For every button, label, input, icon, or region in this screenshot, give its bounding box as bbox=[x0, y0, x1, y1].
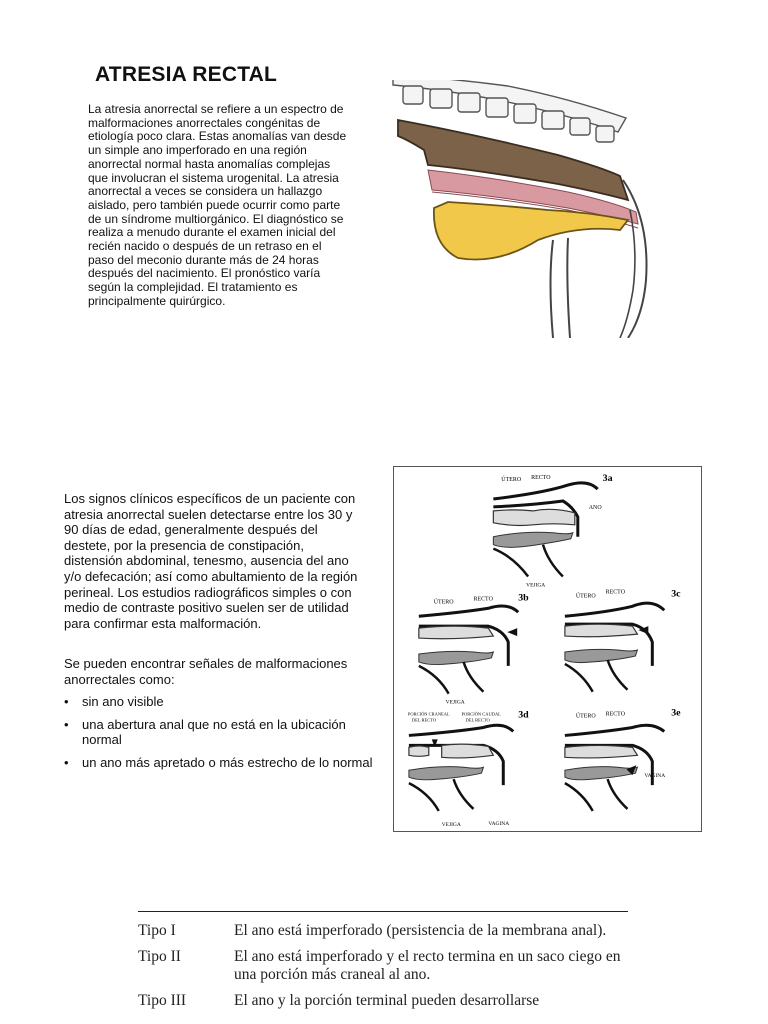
label-porcion-craneal-2: DEL RECTO bbox=[411, 717, 437, 723]
table-row bbox=[138, 948, 628, 984]
label-vejiga: VEJIGA bbox=[445, 699, 465, 706]
clinical-signs-paragraph: Los signos clínicos específicos de un paciente con atresia anorrectal suelen detectarse entre los 30 y 90 días de edad, generalmente después del destete, por la presencia de constipación, distensión abdominal, tenesmo, ausencia del ano y/o defecación; así como abultamiento de la región perineal. Los estudios radiográficos simples o con medio de contraste positivo suelen ser de utilidad para confirmar esta malformación. bbox=[64, 491, 358, 631]
panel-3c bbox=[565, 588, 681, 691]
panel-3d bbox=[408, 710, 529, 828]
label-utero: ÚTERO bbox=[433, 599, 454, 606]
label-vagina: VAGINA bbox=[644, 773, 666, 780]
label-recto: RECTO bbox=[473, 596, 493, 603]
signs-list bbox=[64, 694, 374, 777]
panel-number: 3c bbox=[671, 588, 681, 600]
anatomy-illustration bbox=[388, 80, 668, 338]
intro-paragraph: La atresia anorrectal se refiere a un espectro de malformaciones anorrectales congénitas de etiología poco clara. Estas anomalías van desde un simple ano imperforado en una región anorrectal normal hasta anomalías complejas que involucran el sistema urogenital. La atresia anorrectal a veces se considera un hallazgo aislado, pero también puede ocurrir como parte de un síndrome multiorgánico. El diagnóstico se realiza a menudo durante el examen inicial del recién nacido o después de un retraso en el paso del meconio durante más de 24 horas después del nacimiento. El pronóstico varía según la complejidad. El tratamiento es principalmente quirúrgico. bbox=[88, 102, 347, 308]
panel-3e bbox=[565, 708, 681, 811]
page-title: ATRESIA RECTAL bbox=[95, 63, 278, 86]
label-utero: ÚTERO bbox=[575, 713, 596, 720]
malformation-types-figure bbox=[393, 466, 702, 832]
list-item: • sin ano visible bbox=[64, 694, 374, 710]
label-recto: RECTO bbox=[531, 475, 551, 482]
label-utero: ÚTERO bbox=[575, 593, 596, 600]
label-utero: ÚTERO bbox=[501, 477, 522, 484]
signs-intro-paragraph: Se pueden encontrar señales de malformaciones anorrectales como: bbox=[64, 656, 348, 687]
panel-number: 3d bbox=[518, 709, 529, 721]
type-description: El ano y la porción terminal pueden desarrollarse bbox=[234, 992, 540, 1009]
type-label: Tipo III bbox=[138, 992, 187, 1009]
table-row bbox=[138, 922, 628, 940]
panel-number: 3e bbox=[671, 707, 681, 719]
panel-3b bbox=[419, 592, 529, 705]
label-recto: RECTO bbox=[605, 589, 626, 596]
label-porcion-caudal: PORCIÓN CAUDAL bbox=[461, 711, 501, 717]
label-porcion-craneal: PORCIÓN CRANEAL bbox=[407, 711, 450, 717]
label-vagina: VAGINA bbox=[488, 820, 510, 827]
list-item: • un ano más apretado o más estrecho de lo normal bbox=[64, 755, 374, 771]
label-vejiga: VEJIGA bbox=[441, 821, 461, 828]
panel-number: 3a bbox=[602, 473, 613, 485]
panel-number: 3b bbox=[518, 592, 529, 604]
type-description: El ano está imperforado y el recto termina en un saco ciego en una porción más craneal al ano. bbox=[234, 948, 621, 983]
label-porcion-caudal-2: DEL RECTO bbox=[465, 717, 490, 723]
label-ano: ANO bbox=[588, 504, 602, 511]
type-label: Tipo II bbox=[138, 948, 181, 965]
list-item: • una abertura anal que no está en la ubicación normal bbox=[64, 717, 374, 748]
types-table bbox=[138, 911, 628, 1018]
type-label: Tipo I bbox=[138, 922, 176, 939]
label-vejiga: VEJIGA bbox=[526, 582, 546, 589]
label-recto: RECTO bbox=[605, 711, 626, 718]
panel-3a bbox=[493, 473, 612, 588]
table-row bbox=[138, 992, 628, 1010]
type-description: El ano está imperforado (persistencia de la membrana anal). bbox=[234, 922, 607, 939]
